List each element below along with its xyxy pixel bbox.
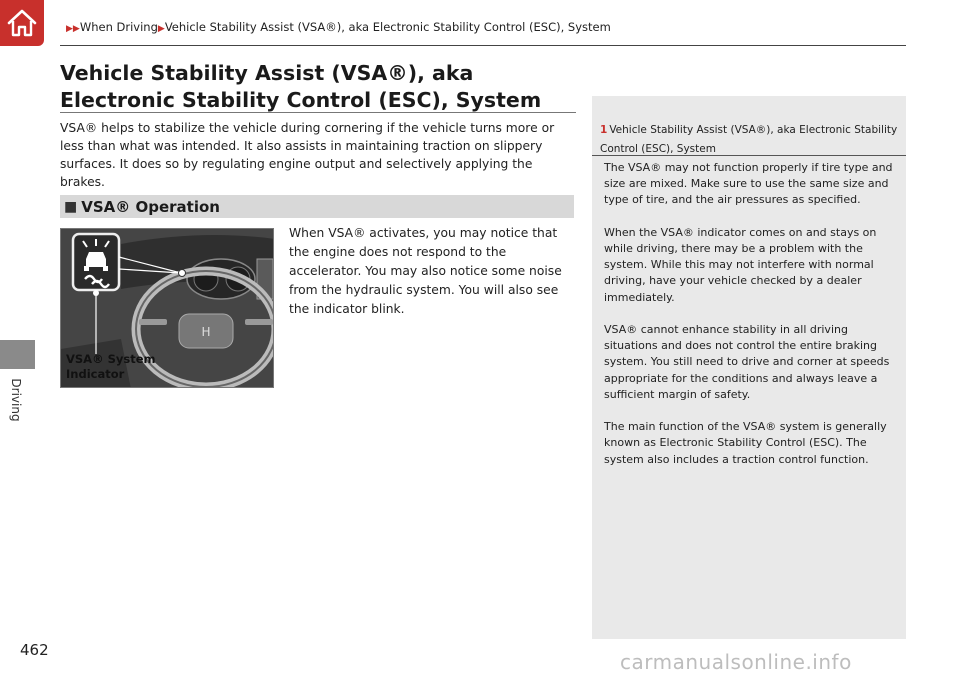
breadcrumb-arrow-icon: ▶▶ [66,24,80,34]
home-icon [5,6,39,40]
note-paragraph: When the VSA® indicator comes on and stays on while driving, there may be a problem with the system. While this may not interfere with normal driving, have your vehicle checked by a dealer immediately. [604,225,877,304]
title-divider [60,112,576,113]
note-heading [600,121,900,159]
section-header [60,195,574,218]
home-button[interactable] [0,0,44,46]
note-paragraph: The main function of the VSA® system is generally known as Electronic Stability Control (ESC). The system also includes a traction control function. [604,420,887,466]
operation-paragraph: When VSA® activates, you may notice that the engine does not respond to the accelerator. You may also notice some noise from the hydraulic system. You will also see the indicator blink. [289,226,562,316]
breadcrumb [66,20,611,34]
illustration-callout-label [66,352,156,382]
sidebar-tab-marker [0,340,35,369]
svg-text:H: H [201,325,211,339]
sidebar-section-text: Driving [9,378,23,422]
page-title: Vehicle Stability Assist (VSA®), aka Electronic Stability Control (ESC), System [60,61,542,112]
sidebar-section-label [8,372,24,428]
callout-line-2: Indicator [66,367,125,381]
section-marker: ■ [64,198,78,215]
note-heading-text: Vehicle Stability Assist (VSA®), aka Electronic Stability Control (ESC), System [600,124,898,155]
callout-line-1: VSA® System [66,352,156,366]
note-ref-number: 1 [600,124,608,136]
note-paragraph: VSA® cannot enhance stability in all driving situations and does not control the entire braking system. You still need to drive and corner at speeds appropriate for the conditions and always leave a sufficient margin of safety. [604,323,890,401]
breadcrumb-divider [60,45,906,46]
breadcrumb-link-vsa[interactable]: Vehicle Stability Assist (VSA®), aka Electronic Stability Control (ESC), System [164,20,611,34]
breadcrumb-link-when-driving[interactable]: When Driving [79,20,158,34]
watermark: carmanualsonline.info [620,650,852,674]
intro-paragraph: VSA® helps to stabilize the vehicle during cornering if the vehicle turns more or less than what was intended. It also assists in maintaining traction on slippery surfaces. It does so by regulating engine output and selectively applying the brakes. [60,121,555,189]
note-paragraph: The VSA® may not function properly if tire type and size are mixed. Make sure to use the same size and type of tire, and the air pressures as specified. [604,161,893,207]
note-divider [592,155,906,156]
note-body [604,160,894,484]
breadcrumb-arrow-icon: ▶ [157,24,165,34]
section-title: VSA® Operation [81,197,220,216]
page-number: 462 [20,641,49,659]
